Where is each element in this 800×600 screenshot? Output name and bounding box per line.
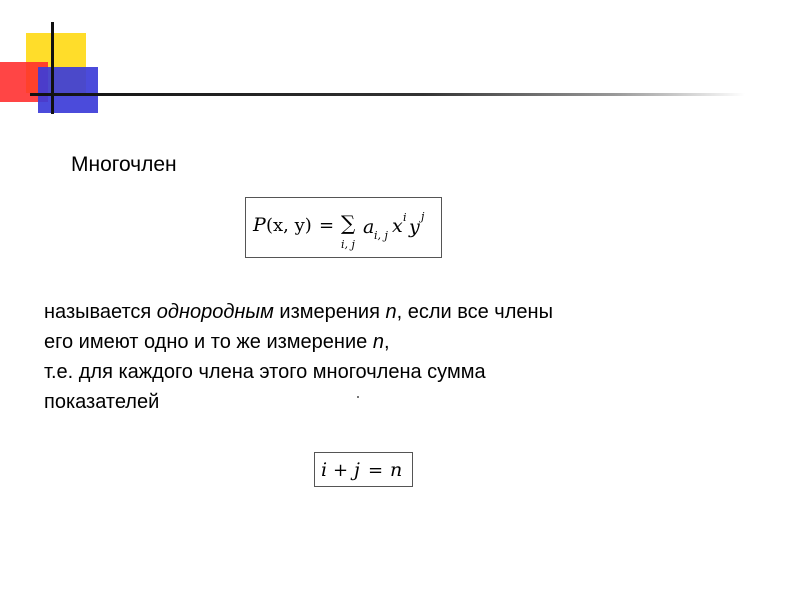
logo-vertical-line	[51, 22, 54, 114]
degree-plus: +	[333, 460, 349, 481]
header-divider-line	[30, 93, 745, 96]
formula-equals: =	[319, 215, 335, 236]
exponent-j: j	[421, 210, 425, 223]
exponent-i: i	[403, 211, 407, 224]
term-homogeneous: однородным	[156, 301, 274, 323]
sum-index: i, j	[341, 238, 355, 251]
degree-n: n	[372, 331, 384, 353]
coefficient-a: a	[363, 216, 375, 238]
degree-equals: =	[368, 460, 384, 481]
degree-n: n	[390, 459, 403, 481]
coefficient-index: i, j	[374, 229, 388, 242]
degree-n: n	[385, 301, 397, 323]
stray-dot	[357, 396, 359, 398]
paragraph-line-2: его имеют одно и то же измерение n,	[44, 331, 390, 353]
formula-args: (x, y)	[266, 215, 312, 236]
formula-P: P	[253, 214, 266, 236]
paragraph-line-4: показателей	[44, 391, 160, 413]
paragraph-line-3: т.е. для каждого члена этого многочлена сумма	[44, 361, 486, 383]
paragraph-line-1: называется однородным измерения n, если все члены	[44, 301, 553, 323]
slide-corner-logo	[0, 0, 110, 115]
degree-i: i	[321, 459, 328, 481]
definition-paragraph	[44, 297, 694, 417]
sum-sign: ∑	[341, 211, 356, 235]
formula-polynomial-svg	[246, 198, 441, 257]
variable-y: y	[409, 216, 420, 238]
logo-blue-square	[38, 67, 98, 113]
formula-degree-svg	[315, 453, 412, 486]
slide-title: Многочлен	[71, 153, 177, 176]
variable-x: x	[392, 215, 403, 237]
degree-j: j	[354, 459, 360, 481]
formula-polynomial	[245, 197, 442, 258]
formula-degree	[314, 452, 413, 487]
